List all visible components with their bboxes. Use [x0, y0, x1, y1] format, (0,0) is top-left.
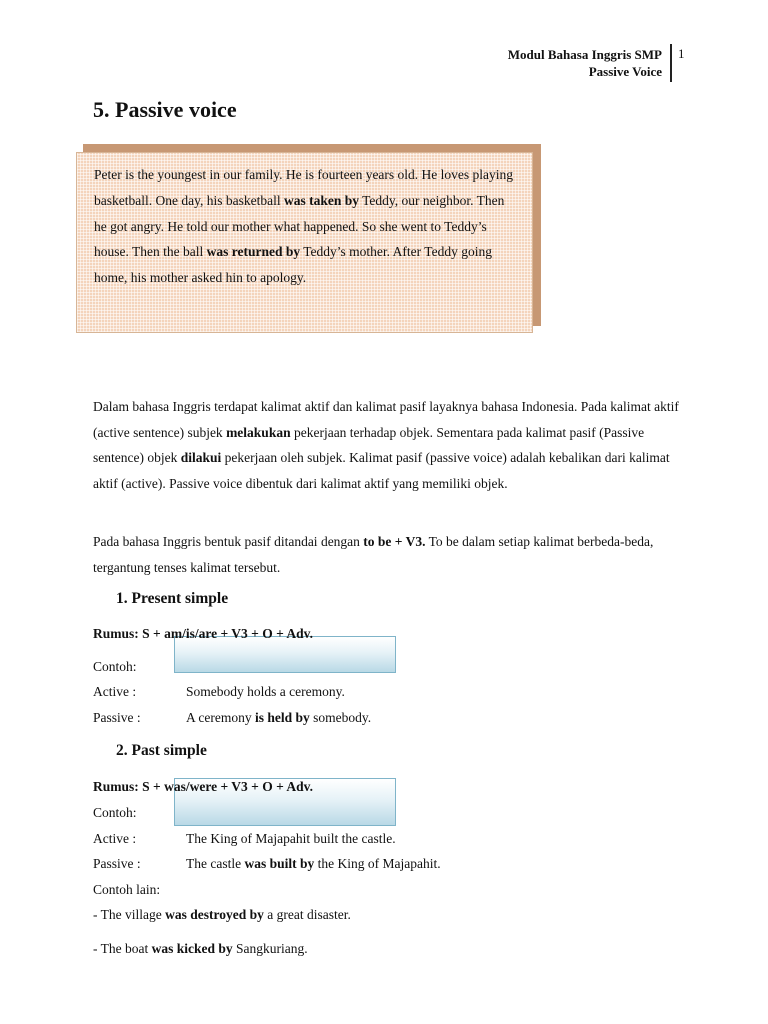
passive-example [186, 710, 371, 726]
emphasis-text: melakukan [226, 424, 291, 440]
emphasis-text: dilakui [180, 450, 222, 466]
intro-paragraph [93, 394, 683, 497]
text-run: the King of Majapahit. [314, 856, 441, 871]
contoh-label: Contoh: [93, 805, 137, 820]
section-heading-past-simple: 2. Past simple [116, 742, 207, 759]
active-label: Active : [93, 831, 137, 846]
rumus-present-simple: Rumus: S + am/is/are + V3 + O + Adv. [93, 626, 314, 641]
text-run: a great disaster. [263, 907, 351, 922]
extra-example [93, 941, 308, 957]
text-run: The castle [186, 856, 245, 871]
text-run: Teddy’s mother. After Teddy going home, his mother asked hin to apology. [94, 244, 492, 286]
to-be-paragraph [93, 529, 683, 580]
extra-example [93, 907, 351, 923]
emphasis-text: is held by [254, 710, 310, 725]
rumus-past-simple: Rumus: S + was/were + V3 + O + Adv. [93, 779, 314, 794]
header-subtitle: Passive Voice [588, 64, 662, 79]
section-heading-present-simple: 1. Present simple [116, 590, 229, 607]
contoh-label: Contoh: [93, 659, 137, 674]
text-run: Dalam bahasa Inggris terdapat kalimat aktif dan kalimat pasif layaknya bahasa Indonesia. Pada kalimat aktif (active sentence) subjek [93, 399, 679, 440]
passive-label: Passive : [93, 710, 141, 725]
text-run: Peter is the youngest in our family. He is fourteen years old. He loves playing basketball. One day, his basketball [94, 167, 514, 208]
emphasis-text: was kicked by [151, 941, 233, 956]
header-divider [670, 44, 672, 82]
text-run: pekerjaan terhadap objek. Sementara pada kalimat pasif (Passive sentence) objek [93, 424, 645, 466]
active-example: The King of Majapahit built the castle. [186, 831, 396, 846]
text-run: A ceremony [186, 710, 255, 725]
story-text [94, 167, 513, 285]
emphasis-text: was built by [244, 856, 315, 871]
passive-example [186, 856, 441, 872]
text-run: Pada bahasa Inggris bentuk pasif ditandai dengan [93, 534, 364, 549]
story-box [76, 152, 533, 333]
text-run: To be dalam setiap kalimat berbeda-beda, tergantung tenses kalimat tersebut. [93, 534, 654, 575]
passive-label: Passive : [93, 856, 141, 871]
emphasis-text: was returned by [206, 244, 301, 260]
header-title: Modul Bahasa Inggris SMP [507, 47, 662, 62]
emphasis-text: was destroyed by [165, 907, 264, 922]
text-run: pekerjaan oleh subjek. Kalimat pasif (passive voice) adalah kebalikan dari kalimat aktif (active). Passive voice dibentuk dari kalimat aktif yang memiliki objek. [93, 450, 670, 492]
text-run: - The boat [93, 941, 152, 956]
page-title: 5. Passive voice [93, 97, 237, 122]
text-run: Sangkuriang. [232, 941, 308, 956]
running-header [508, 46, 662, 80]
emphasis-text: was taken by [283, 192, 359, 208]
page-number: 1 [678, 46, 685, 61]
emphasis-text: to be + V3. [363, 534, 426, 549]
text-run: - The village [93, 907, 166, 922]
active-label: Active : [93, 684, 137, 699]
text-run: Teddy, our neighbor. Then he got angry. He told our mother what happened. So she went to Teddy’s house. Then the ball [94, 192, 505, 260]
text-run: somebody. [309, 710, 372, 725]
contoh-lain-label: Contoh lain: [93, 882, 161, 897]
active-example: Somebody holds a ceremony. [186, 684, 345, 699]
